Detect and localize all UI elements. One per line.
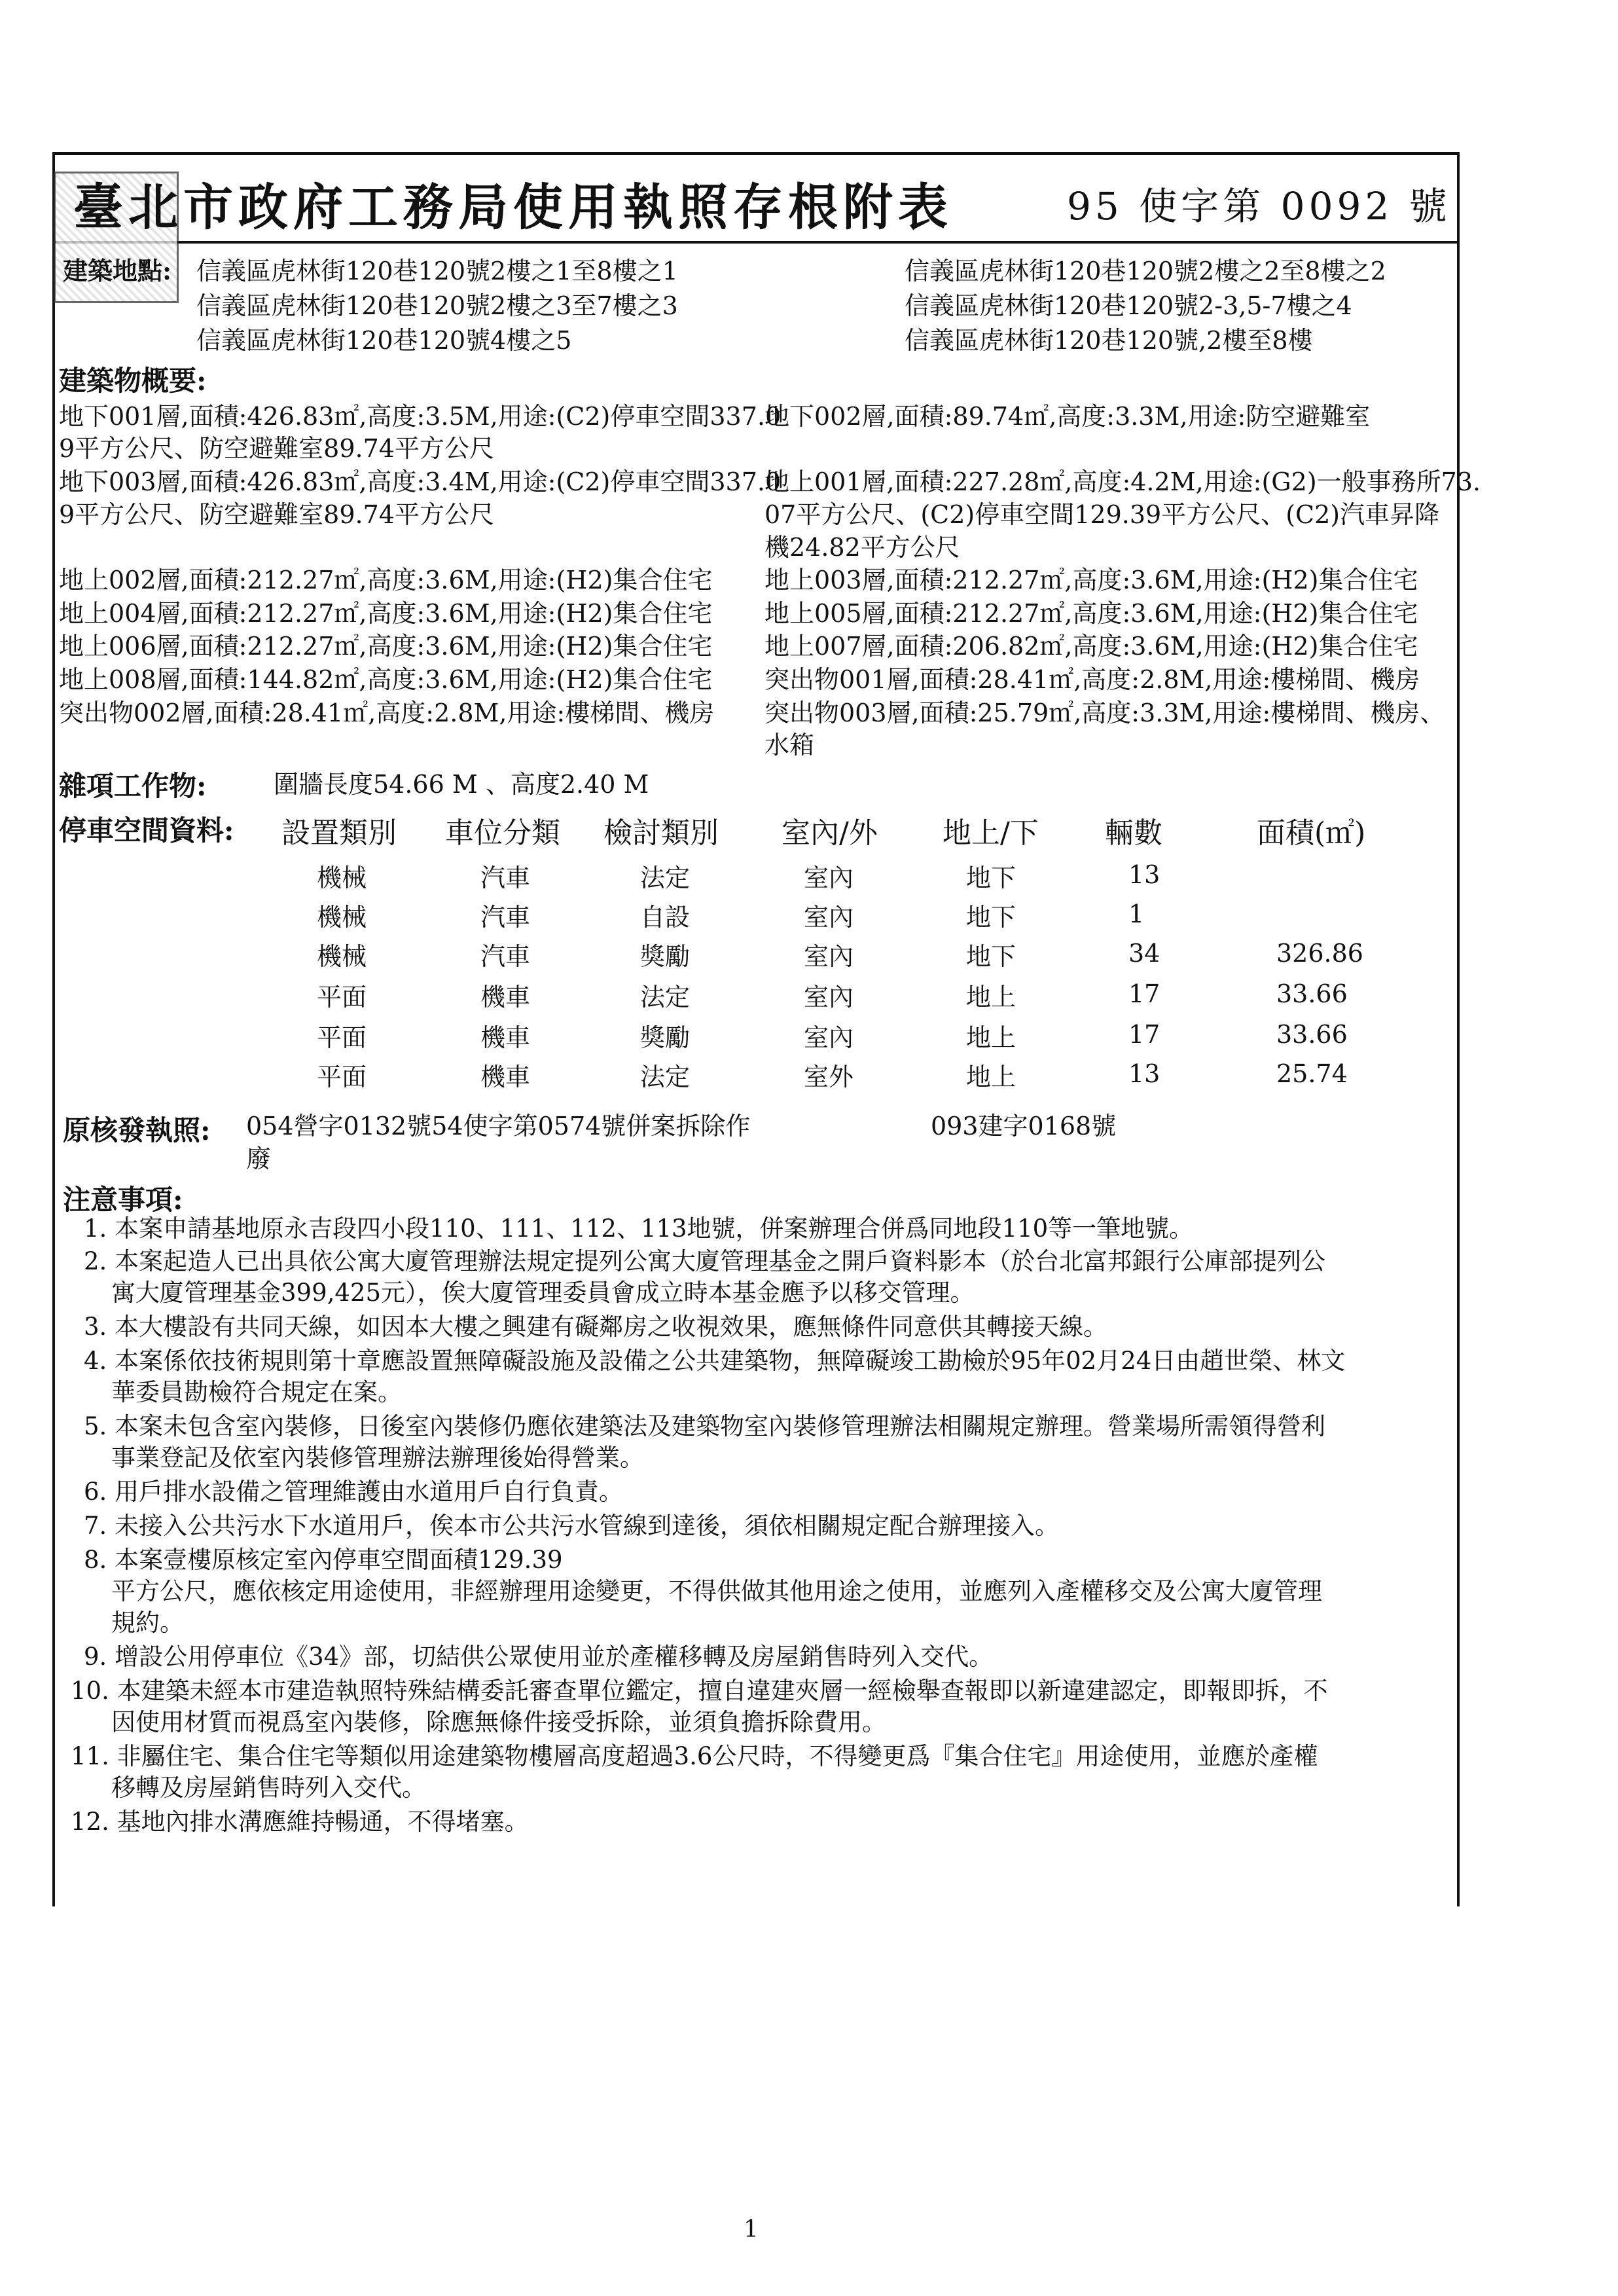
note-line: 平方公尺，應依核定用途使用，非經辦理用途變更，不得供做其他用途之使用，並應列入產權移交及公寓大廈管理 [111, 1577, 1322, 1605]
building-left-line: 突出物002層,面積:28.41㎡,高度:2.8M,用途:樓梯間、機房 [59, 699, 715, 727]
cell-space-class: 汽車 [480, 942, 531, 971]
note-line: 1. 本案申請基地原永吉段四小段110、111、112、113地號，併案辦理合併爲同地段110等一筆地號。 [84, 1214, 1194, 1243]
building-right-line: 地上005層,面積:212.27㎡,高度:3.6M,用途:(H2)集合住宅 [764, 599, 1418, 628]
building-right-line: 地上001層,面積:227.28㎡,高度:4.2M,用途:(G2)一般事務所73. [764, 467, 1481, 496]
note-line: 移轉及房屋銷售時列入交代。 [111, 1774, 426, 1802]
site-address-left-3: 信義區虎林街120巷120號4樓之5 [196, 326, 572, 355]
cell-count: 34 [1128, 939, 1160, 968]
cell-setup-type: 平面 [317, 1063, 367, 1091]
site-address-left-1: 信義區虎林街120巷120號2樓之1至8樓之1 [196, 257, 678, 285]
building-left-line: 地下003層,面積:426.83㎡,高度:3.4M,用途:(C2)停車空間337.0 [59, 467, 782, 496]
misc-works-label: 雜項工作物: [59, 770, 207, 802]
notes-label: 注意事項: [63, 1184, 183, 1216]
note-line: 11. 非屬住宅、集合住宅等類似用途建築物樓層高度超過3.6公尺時，不得變更爲『集合住宅』用途使用，並應於產權 [71, 1742, 1318, 1770]
site-address-right-2: 信義區虎林街120巷120號2-3,5-7樓之4 [905, 291, 1352, 320]
building-left-line: 地下001層,面積:426.83㎡,高度:3.5M,用途:(C2)停車空間337.0 [59, 402, 782, 431]
site-address-right-1: 信義區虎林街120巷120號2樓之2至8樓之2 [905, 257, 1386, 285]
building-right-line: 突出物003層,面積:25.79㎡,高度:3.3M,用途:樓梯間、機房、 [764, 699, 1445, 727]
title-divider [52, 241, 1460, 244]
cell-review-type: 法定 [640, 983, 691, 1011]
cell-above-below: 地下 [966, 942, 1016, 971]
original-permit-label: 原核發執照: [63, 1114, 211, 1146]
document-title: 臺北市政府工務局使用執照存根附表 [73, 178, 953, 236]
note-line: 規約。 [111, 1609, 184, 1637]
site-address-right-3: 信義區虎林街120巷120號,2樓至8樓 [905, 326, 1313, 355]
building-left-line: 9平方公尺、防空避難室89.74平方公尺 [59, 434, 494, 463]
cell-count: 1 [1128, 900, 1145, 928]
original-permit-left-line2: 廢 [246, 1144, 272, 1173]
page-number: 1 [744, 2216, 759, 2243]
misc-works-value: 圍牆長度54.66 M 、高度2.40 M [274, 770, 649, 799]
cell-review-type: 法定 [640, 1063, 691, 1091]
cell-setup-type: 機械 [317, 942, 367, 971]
parking-header-area: 面積(㎡) [1257, 816, 1366, 850]
permit-number: 95 使字第 0092 號 [1067, 184, 1451, 228]
building-summary-label: 建築物概要: [59, 365, 207, 397]
parking-label: 停車空間資料: [59, 814, 234, 847]
cell-space-class: 機車 [480, 1063, 531, 1091]
note-line: 9. 增設公用停車位《34》部，切結供公眾使用並於產權移轉及房屋銷售時列入交代。 [84, 1643, 994, 1671]
building-left-line: 9平方公尺、防空避難室89.74平方公尺 [59, 500, 494, 529]
note-line: 12. 基地內排水溝應維持暢通，不得堵塞。 [71, 1808, 529, 1836]
cell-count: 13 [1128, 860, 1160, 889]
cell-area: 25.74 [1276, 1059, 1348, 1088]
cell-review-type: 獎勵 [640, 942, 691, 971]
building-right-line: 突出物001層,面積:28.41㎡,高度:2.8M,用途:樓梯間、機房 [764, 665, 1420, 694]
note-line: 事業登記及依室內裝修管理辦法辦理後始得營業。 [111, 1444, 644, 1472]
note-line: 3. 本大樓設有共同天線，如因本大樓之興建有礙鄰房之收視效果，應無條件同意供其轉接天線。 [84, 1313, 1108, 1341]
cell-space-class: 汽車 [480, 903, 531, 932]
note-line: 6. 用戶排水設備之管理維護由水道用戶自行負責。 [84, 1478, 624, 1506]
note-line: 8. 本案壹樓原核定室內停車空間面積129.39 [84, 1546, 563, 1574]
original-permit-right: 093建字0168號 [931, 1112, 1117, 1140]
cell-indoor-outdoor: 室內 [804, 864, 854, 892]
note-line: 7. 未接入公共污水下水道用戶，俟本市公共污水管線到達後，須依相關規定配合辦理接入。 [84, 1512, 1060, 1540]
cell-count: 17 [1128, 979, 1160, 1008]
cell-space-class: 機車 [480, 983, 531, 1011]
building-left-line: 地上006層,面積:212.27㎡,高度:3.6M,用途:(H2)集合住宅 [59, 632, 713, 661]
note-line: 寓大廈管理基金399,425元），俟大廈管理委員會成立時本基金應予以移交管理。 [111, 1279, 975, 1307]
cell-indoor-outdoor: 室內 [804, 903, 854, 932]
cell-space-class: 汽車 [480, 864, 531, 892]
cell-area: 33.66 [1276, 1020, 1348, 1049]
cell-indoor-outdoor: 室內 [804, 983, 854, 1011]
cell-setup-type: 機械 [317, 903, 367, 932]
cell-indoor-outdoor: 室內 [804, 1023, 854, 1052]
parking-header-above-below: 地上/下 [943, 816, 1039, 850]
parking-header-setup-type: 設置類別 [281, 816, 397, 850]
cell-setup-type: 平面 [317, 1023, 367, 1052]
cell-above-below: 地上 [966, 983, 1016, 1011]
building-left-line: 地上004層,面積:212.27㎡,高度:3.6M,用途:(H2)集合住宅 [59, 599, 713, 628]
cell-count: 13 [1128, 1059, 1160, 1088]
cell-area: 326.86 [1276, 939, 1363, 968]
parking-header-count: 輛數 [1105, 816, 1162, 850]
building-right-line: 地上007層,面積:206.82㎡,高度:3.6M,用途:(H2)集合住宅 [764, 632, 1418, 661]
cell-area: 33.66 [1276, 979, 1348, 1008]
building-right-line: 地上003層,面積:212.27㎡,高度:3.6M,用途:(H2)集合住宅 [764, 566, 1418, 594]
note-line: 10. 本建築未經本市建造執照特殊結構委託審查單位鑑定，擅自違建夾層一經檢舉查報即以新違建認定，即報即拆，不 [71, 1677, 1328, 1705]
building-left-line: 地上008層,面積:144.82㎡,高度:3.6M,用途:(H2)集合住宅 [59, 665, 713, 694]
cell-space-class: 機車 [480, 1023, 531, 1052]
cell-review-type: 獎勵 [640, 1023, 691, 1052]
cell-review-type: 法定 [640, 864, 691, 892]
site-address-left-2: 信義區虎林街120巷120號2樓之3至7樓之3 [196, 291, 678, 320]
note-line: 4. 本案係依技術規則第十章應設置無障礙設施及設備之公共建築物，無障礙竣工勘檢於95年02月24日由趙世榮、林文 [84, 1347, 1346, 1375]
cell-indoor-outdoor: 室內 [804, 942, 854, 971]
cell-indoor-outdoor: 室外 [804, 1063, 854, 1091]
building-left-line: 地上002層,面積:212.27㎡,高度:3.6M,用途:(H2)集合住宅 [59, 566, 713, 594]
cell-setup-type: 機械 [317, 864, 367, 892]
original-permit-left-line1: 054營字0132號54使字第0574號併案拆除作 [246, 1112, 751, 1140]
building-right-line: 地下002層,面積:89.74㎡,高度:3.3M,用途:防空避難室 [764, 402, 1371, 431]
cell-above-below: 地下 [966, 864, 1016, 892]
note-line: 5. 本案未包含室內裝修，日後室內裝修仍應依建築法及建築物室內裝修管理辦法相關規定辦理。營業場所需領得營利 [84, 1412, 1326, 1440]
site-label: 建築地點: [63, 256, 172, 285]
cell-review-type: 自設 [640, 903, 691, 932]
building-right-line: 機24.82平方公尺 [764, 533, 960, 562]
note-line: 華委員勘檢符合規定在案。 [111, 1378, 402, 1406]
building-right-line: 07平方公尺、(C2)停車空間129.39平方公尺、(C2)汽車昇降 [764, 500, 1440, 529]
building-right-line: 水箱 [764, 731, 815, 759]
parking-header-review-type: 檢討類別 [603, 816, 719, 850]
note-line: 2. 本案起造人已出具依公寓大廈管理辦法規定提列公寓大廈管理基金之開戶資料影本（於台北富邦銀行公庫部提列公 [84, 1247, 1326, 1275]
parking-header-space-class: 車位分類 [445, 816, 560, 850]
cell-above-below: 地上 [966, 1063, 1016, 1091]
cell-above-below: 地下 [966, 903, 1016, 932]
cell-setup-type: 平面 [317, 983, 367, 1011]
cell-count: 17 [1128, 1020, 1160, 1049]
note-line: 因使用材質而視爲室內裝修，除應無條件接受拆除，並須負擔拆除費用。 [111, 1708, 886, 1736]
parking-header-indoor-outdoor: 室內/外 [782, 816, 878, 850]
cell-above-below: 地上 [966, 1023, 1016, 1052]
